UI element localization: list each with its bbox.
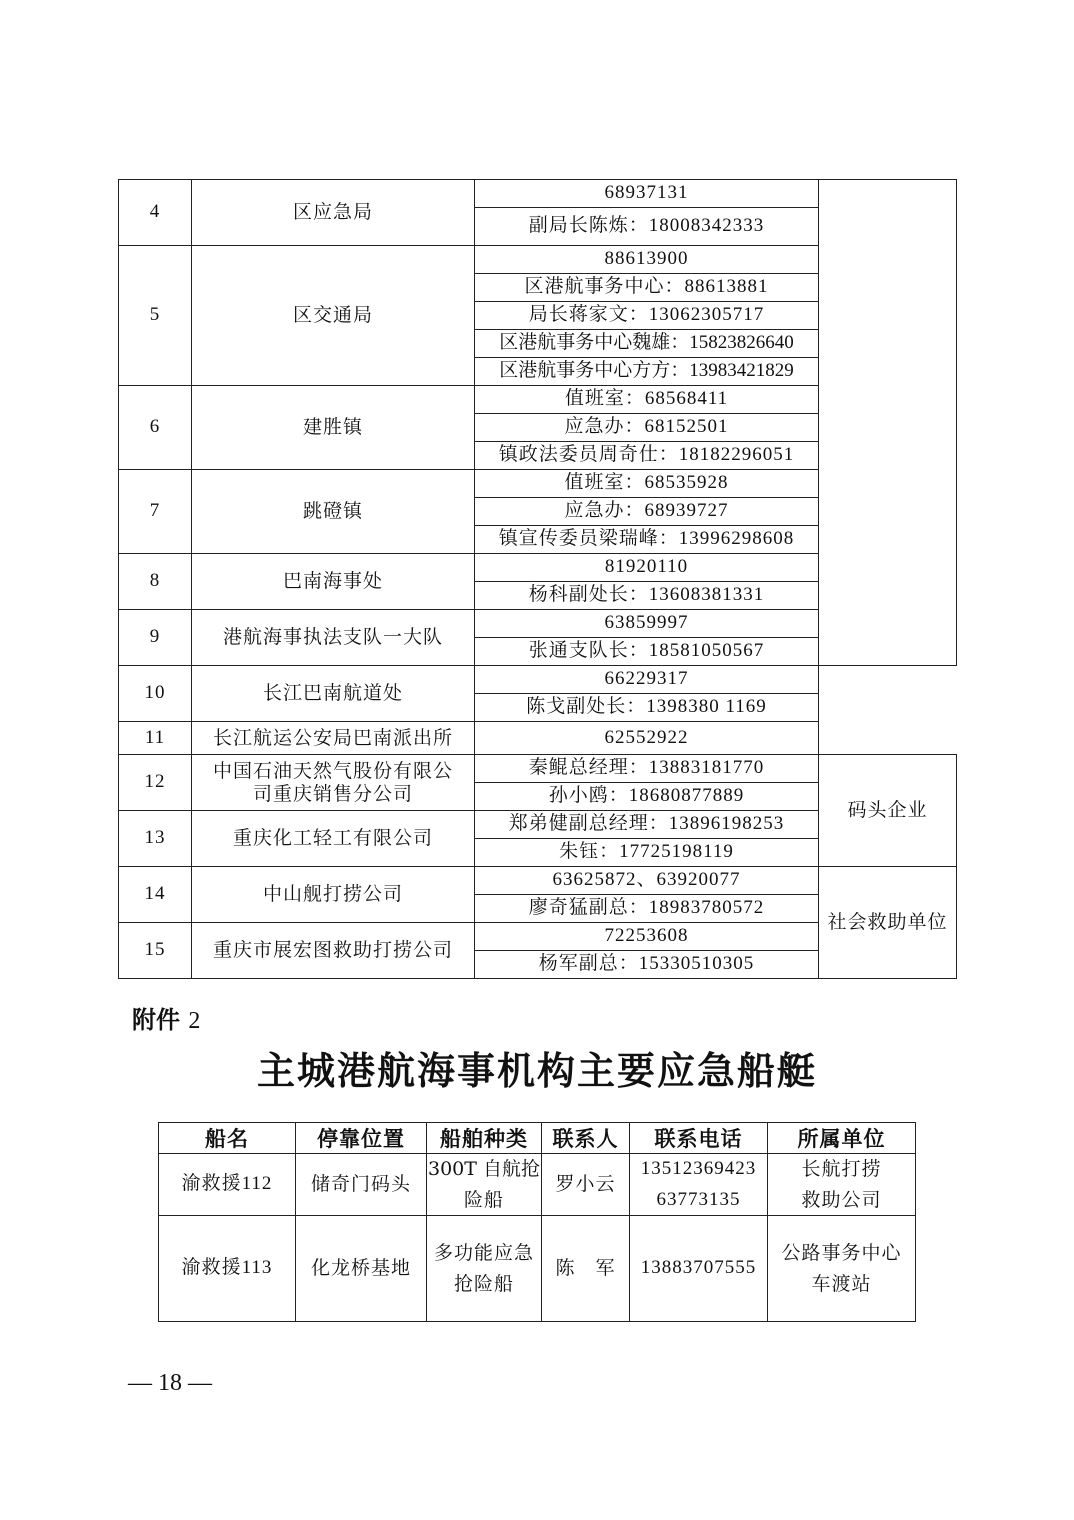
unit-name: 建胜镇: [192, 386, 475, 470]
phone-entry: 62552922: [475, 722, 819, 755]
owner-unit: [768, 1216, 916, 1322]
vessel-type-line: 险船: [463, 1188, 504, 1211]
annex-label: [132, 1000, 200, 1035]
row-number: 4: [119, 180, 192, 246]
unit-name: 跳磴镇: [192, 470, 475, 554]
row-number: 14: [119, 867, 192, 923]
unit-name: 巴南海事处: [192, 554, 475, 610]
header-berth-location: 停靠位置: [296, 1123, 427, 1154]
vessel-type-line: 多功能应急: [433, 1242, 534, 1265]
phone-line: 13883707555: [640, 1257, 757, 1279]
phone-entry: 72253608: [475, 923, 819, 951]
table-row: [159, 1154, 916, 1216]
unit-name: 区交通局: [192, 246, 475, 386]
row-number: 5: [119, 246, 192, 386]
phone-entry: 68937131: [475, 180, 819, 208]
header-vessel-name: 船名: [159, 1123, 296, 1154]
contacts-table: [118, 179, 957, 979]
row-number: 13: [119, 811, 192, 867]
category-cell: 码头企业: [819, 755, 957, 867]
vessel-type: [427, 1154, 542, 1216]
phone-entry: 张通支队长：18581050567: [475, 638, 819, 666]
phone-entry: 杨军副总：15330510305: [475, 951, 819, 979]
row-number: 15: [119, 923, 192, 979]
phone-entry: 局长蒋家文：13062305717: [475, 302, 819, 330]
annex-label-prefix: 附件: [132, 1005, 180, 1034]
row-number: 10: [119, 666, 192, 722]
phone-entry: 廖奇猛副总：18983780572: [475, 895, 819, 923]
phone-entry: 秦鲲总经理：13883181770: [475, 755, 819, 783]
phone-entry: 66229317: [475, 666, 819, 694]
header-contact-phone: 联系电话: [630, 1123, 768, 1154]
row-number: 6: [119, 386, 192, 470]
row-number: 9: [119, 610, 192, 666]
phone-entry: 郑弟健副总经理：13896198253: [475, 811, 819, 839]
row-number: 12: [119, 755, 192, 811]
phone-entry: 区港航事务中心方方：13983421829: [475, 358, 819, 386]
phone-entry: 应急办：68939727: [475, 498, 819, 526]
phone-entry: 63625872、63920077: [475, 867, 819, 895]
phone-entry: 区港航事务中心魏雄：15823826640: [475, 330, 819, 358]
row-number: 7: [119, 470, 192, 554]
phone-entry: 镇政法委员周奇仕：18182296051: [475, 442, 819, 470]
berth-location: 化龙桥基地: [296, 1216, 427, 1322]
owner-line: 救助公司: [801, 1188, 882, 1211]
phone-entry: 63859997: [475, 610, 819, 638]
phone-entry: 应急办：68152501: [475, 414, 819, 442]
header-vessel-type: 船舶种类: [427, 1123, 542, 1154]
unit-name: 重庆化工轻工有限公司: [192, 811, 475, 867]
unit-name: 长江航运公安局巴南派出所: [192, 722, 475, 755]
table-row: [159, 1216, 916, 1322]
unit-name: 长江巴南航道处: [192, 666, 475, 722]
header-owner-unit: 所属单位: [768, 1123, 916, 1154]
unit-name: 重庆市展宏图救助打捞公司: [192, 923, 475, 979]
phone-entry: 值班室：68568411: [475, 386, 819, 414]
berth-location: 储奇门码头: [296, 1154, 427, 1216]
header-contact-person: 联系人: [542, 1123, 630, 1154]
category-cell: [819, 180, 957, 666]
vessel-type-line: 抢险船: [453, 1272, 514, 1295]
unit-name: 中国石油天然气股份有限公司重庆销售分公司: [192, 755, 475, 811]
phone-entry: 88613900: [475, 246, 819, 274]
phone-entry: 孙小鸥：18680877889: [475, 783, 819, 811]
owner-line: 公路事务中心: [781, 1242, 902, 1265]
phone-line: 63773135: [656, 1188, 741, 1210]
vessel-type-line: 300T 自航抢: [428, 1158, 540, 1181]
row-number: 8: [119, 554, 192, 610]
row-number: 11: [119, 722, 192, 755]
phone-entry: 朱钰：17725198119: [475, 839, 819, 867]
annex-label-number: 2: [188, 1008, 201, 1034]
contact-person: 陈 军: [542, 1216, 630, 1322]
vessel-name: 渝救援112: [159, 1154, 296, 1216]
owner-line: 长航打捞: [801, 1158, 882, 1181]
category-cell: 社会救助单位: [819, 867, 957, 979]
vessel-type: [427, 1216, 542, 1322]
phone-entry: 镇宣传委员梁瑞峰：13996298608: [475, 526, 819, 554]
page-number: — 18 —: [128, 1370, 212, 1396]
unit-name: 港航海事执法支队一大队: [192, 610, 475, 666]
vessels-table: [158, 1122, 916, 1322]
unit-name: 中山舰打捞公司: [192, 867, 475, 923]
phone-entry: 副局长陈炼：18008342333: [475, 208, 819, 246]
owner-line: 车渡站: [811, 1272, 872, 1295]
phone-line: 13512369423: [640, 1158, 757, 1180]
contact-phone: [630, 1216, 768, 1322]
unit-name: 区应急局: [192, 180, 475, 246]
contact-person: 罗小云: [542, 1154, 630, 1216]
phone-entry: 陈戈副处长：1398380 1169: [475, 694, 819, 722]
phone-entry: 值班室：68535928: [475, 470, 819, 498]
contact-phone: [630, 1154, 768, 1216]
annex-title: 主城港航海事机构主要应急船艇: [256, 1048, 817, 1093]
owner-unit: [768, 1154, 916, 1216]
phone-entry: 区港航事务中心：88613881: [475, 274, 819, 302]
vessel-name: 渝救援113: [159, 1216, 296, 1322]
phone-entry: 杨科副处长：13608381331: [475, 582, 819, 610]
phone-entry: 81920110: [475, 554, 819, 582]
